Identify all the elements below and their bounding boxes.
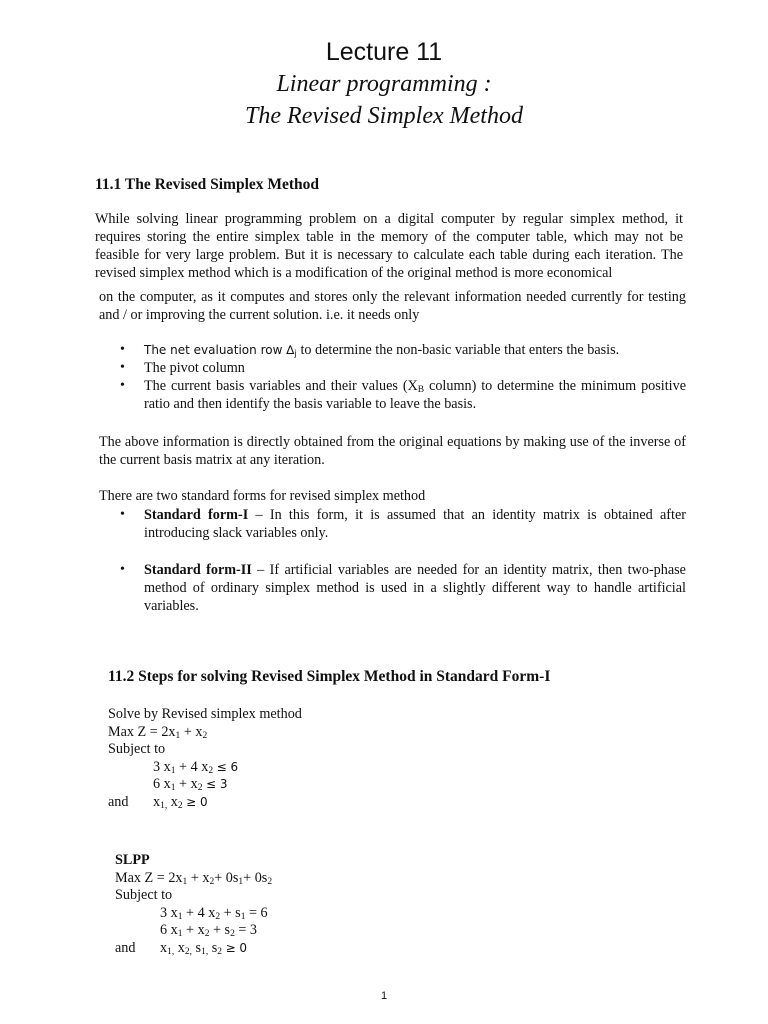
slpp-objective: Max $Z = 2x_1 + x_2+ 0s_1+ 0s_2$	[115, 869, 273, 887]
example-problem	[108, 706, 508, 811]
problem-subject-to: Subject to	[108, 741, 166, 757]
problem-intro: Solve by Revised simplex method	[108, 706, 302, 722]
slpp-subject-to: Subject to	[115, 887, 173, 903]
slpp-constraint-2: 6 $x_1 + x_2 + s_2 = 3$	[160, 922, 258, 939]
slpp-constraint-1: 3 $x_1 + 4$ $x_2 + s_1 = 6$	[160, 904, 268, 922]
list-item: • The net evaluation row $\Delta_j$ to determine the non-basic variable that enters the basis.	[99, 341, 686, 359]
intro-paragraph-a: While solving linear programming problem on a digital computer by regular simplex method, it requires storing the entire simplex table in the memory of the computer table, which may not be feasible for very large problem. But it is necessary to calculate each table during each iteration. The revised simplex method which is a modification of the original method is more economical	[95, 211, 683, 281]
section-11-1-heading: 11.1 The Revised Simplex Method	[95, 176, 320, 193]
standard-forms-list-2	[99, 561, 686, 615]
lecture-title: Lecture 11	[325, 38, 443, 66]
lecture-subtitle-1: Linear programming :	[276, 71, 492, 97]
lecture-subtitle-2: The Revised Simplex Method	[245, 103, 523, 129]
list-item: • Standard form-II – If artificial variables are needed for an identity matrix, then two-phase method of ordinary simplex method is used in a slightly different way to handle artificial variables.	[99, 561, 686, 615]
slpp-problem	[115, 852, 515, 957]
standard-forms-intro: There are two standard forms for revised simplex method	[99, 488, 426, 504]
standard-forms-list	[99, 506, 686, 542]
page-number: 1	[380, 990, 388, 1002]
constraint-2: 6 $x_1 + x_2 \le 3$	[153, 776, 228, 793]
requirements-list	[99, 341, 686, 413]
basis-inverse-paragraph: The above information is directly obtained from the original equations by making use of the inverse of the current basis matrix at any iteration.	[99, 434, 686, 468]
slpp-heading: SLPP	[115, 852, 150, 868]
intro-paragraph-b: on the computer, as it computes and stores only the relevant information needed currently for testing and / or improving the current solution. i.e. it needs only	[99, 289, 686, 323]
list-item: • The current basis variables and their values ($X_B$ column) to determine the minimum positive ratio and then identify the basis variable to leave the basis.	[99, 377, 686, 413]
constraint-1: 3 $x_1 + 4$ $x_2 \le 6$	[153, 758, 239, 776]
non-negativity: and $x_{1,}$ $x_2 \ge 0$	[108, 793, 208, 811]
problem-objective: Max $Z = 2x_1 + x_2$	[108, 723, 208, 741]
list-item: • The pivot column	[99, 359, 686, 377]
section-11-2-heading: 11.2 Steps for solving Revised Simplex Method in Standard Form-I	[108, 668, 551, 685]
list-item: • Standard form-I – In this form, it is assumed that an identity matrix is obtained after introducing slack variables only.	[99, 506, 686, 542]
slpp-non-negativity: and $x_{1,}$ $x_{2,}$ $s_{1,}$ $s_2 \ge 0$	[115, 939, 248, 957]
